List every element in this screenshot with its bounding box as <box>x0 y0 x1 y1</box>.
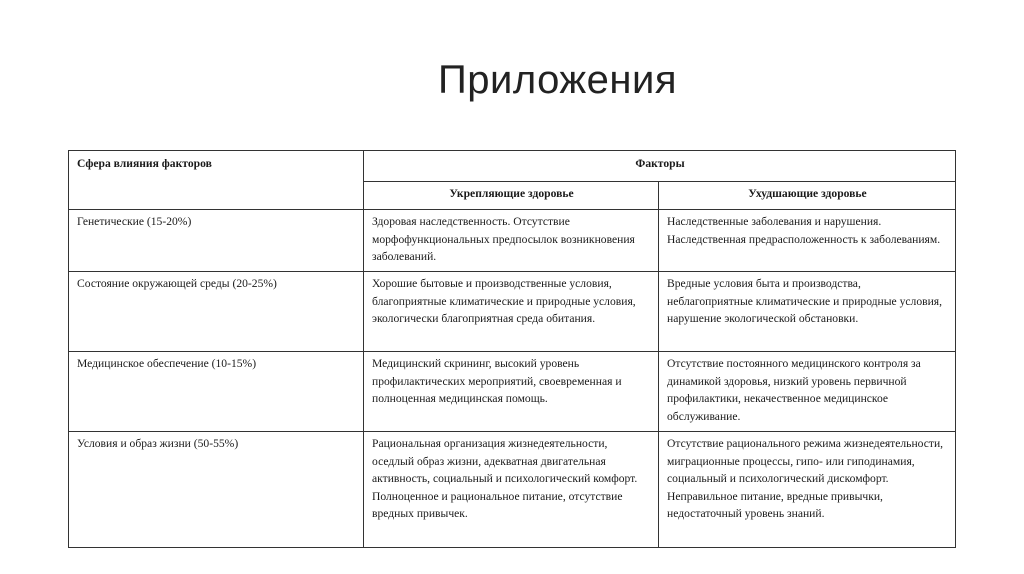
row-strengthening: Медицинский скрининг, высокий уровень профилактических мероприятий, своевременная и полноценная медицинская помощь. <box>364 352 659 432</box>
row-worsening: Наследственные заболевания и нарушения. Наследственная предрасположенность к заболеваниям. <box>659 210 956 272</box>
row-worsening: Отсутствие постоянного медицинского контроля за динамикой здоровья, низкий уровень первичной профилактики, некачественное медицинское обслуживание. <box>659 352 956 432</box>
row-strengthening: Рациональная организация жизнедеятельности, оседлый образ жизни, адекватная двигательная активность, социальный и психологический комфорт. Полноценное и рациональное питание, отсутствие вредных привычек. <box>364 432 659 548</box>
row-sphere: Состояние окружающей среды (20-25%) <box>69 272 364 352</box>
row-worsening: Отсутствие рационального режима жизнедеятельности, миграционные процессы, гипо- или гиподинамия, социальный и психологический дискомфорт. Неправильное питание, вредные привычки, недостаточный уровень знаний. <box>659 432 956 548</box>
row-strengthening: Хорошие бытовые и производственные условия, благоприятные климатические и природные условия, экологически благоприятная среда обитания. <box>364 272 659 352</box>
header-worsening: Ухудшающие здоровье <box>659 182 956 210</box>
table-header-row <box>69 151 956 182</box>
row-sphere: Условия и образ жизни (50-55%) <box>69 432 364 548</box>
table-row <box>69 352 956 432</box>
row-worsening: Вредные условия быта и производства, неблагоприятные климатические и природные условия, нарушение экологической обстановки. <box>659 272 956 352</box>
slide-title: Приложения <box>437 58 678 102</box>
header-strengthening: Укрепляющие здоровье <box>364 182 659 210</box>
row-sphere: Генетические (15-20%) <box>69 210 364 272</box>
row-sphere: Медицинское обеспечение (10-15%) <box>69 352 364 432</box>
header-sphere: Сфера влияния факторов <box>69 151 364 210</box>
table-row <box>69 272 956 352</box>
header-factors: Факторы <box>364 151 956 182</box>
table-row <box>69 432 956 548</box>
health-factors-table <box>68 150 956 548</box>
row-strengthening: Здоровая наследственность. Отсутствие морфофункциональных предпосылок возникновения заболеваний. <box>364 210 659 272</box>
table-row <box>69 210 956 272</box>
